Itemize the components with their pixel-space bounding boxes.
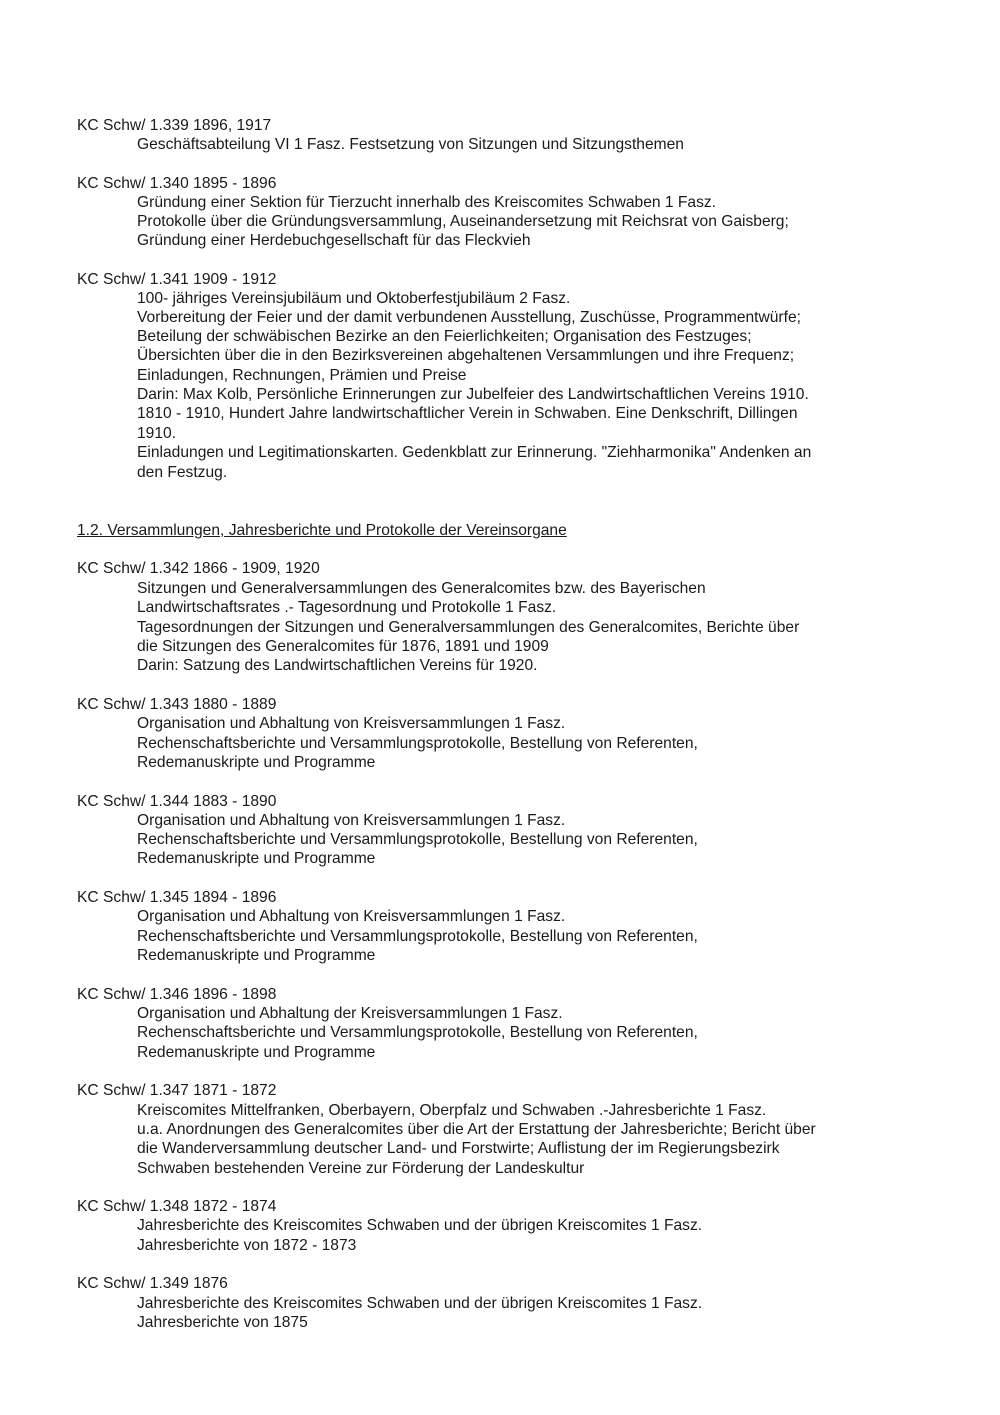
entry-reference: KC Schw/ 1.349 1876 xyxy=(77,1275,228,1292)
entry-line: Darin: Max Kolb, Persönliche Erinnerungen zur Jubelfeier des Landwirtschaftlichen Vereins 1910. xyxy=(137,386,809,403)
entry-line: Schwaben bestehenden Vereine zur Förderung der Landeskultur xyxy=(137,1160,585,1177)
entry-reference: KC Schw/ 1.348 1872 - 1874 xyxy=(77,1198,277,1215)
entry-line: Rechenschaftsberichte und Versammlungsprotokolle, Bestellung von Referenten, xyxy=(137,1024,698,1041)
entry-line: Protokolle über die Gründungsversammlung, Auseinandersetzung mit Reichsrat von Gaisberg; xyxy=(137,213,789,230)
entry-reference: KC Schw/ 1.347 1871 - 1872 xyxy=(77,1082,277,1099)
entry-line: u.a. Anordnungen des Generalcomites über die Art der Erstattung der Jahresberichte; Bericht über xyxy=(137,1121,816,1138)
entry-line: Rechenschaftsberichte und Versammlungsprotokolle, Bestellung von Referenten, xyxy=(137,928,698,945)
entry-line: Jahresberichte des Kreiscomites Schwaben und der übrigen Kreiscomites 1 Fasz. xyxy=(137,1295,703,1312)
entry-line: die Sitzungen des Generalcomites für 1876, 1891 und 1909 xyxy=(137,638,549,655)
entry-line: Organisation und Abhaltung der Kreisversammlungen 1 Fasz. xyxy=(137,1005,563,1022)
entry-line: Tagesordnungen der Sitzungen und Generalversammlungen des Generalcomites, Berichte über xyxy=(137,619,800,636)
entry-line: Gründung einer Sektion für Tierzucht innerhalb des Kreiscomites Schwaben 1 Fasz. xyxy=(137,194,717,211)
entry-line: Darin: Satzung des Landwirtschaftlichen Vereins für 1920. xyxy=(137,657,538,674)
entry-line: die Wanderversammlung deutscher Land- und Forstwirte; Auflistung der im Regierungsbezirk xyxy=(137,1140,780,1157)
entry-reference: KC Schw/ 1.345 1894 - 1896 xyxy=(77,889,277,906)
entry-line: Gründung einer Herdebuchgesellschaft für das Fleckvieh xyxy=(137,232,531,249)
entry-line: Landwirtschaftsrates .- Tagesordnung und Protokolle 1 Fasz. xyxy=(137,599,557,616)
entry-reference: KC Schw/ 1.341 1909 - 1912 xyxy=(77,271,277,288)
entry-reference: KC Schw/ 1.340 1895 - 1896 xyxy=(77,175,277,192)
entry-line: Einladungen und Legitimationskarten. Gedenkblatt zur Erinnerung. "Ziehharmonika" Andenken an xyxy=(137,444,812,461)
entry-line: den Festzug. xyxy=(137,464,228,481)
entry-reference: KC Schw/ 1.339 1896, 1917 xyxy=(77,117,272,134)
entry-line: Redemanuskripte und Programme xyxy=(137,1044,376,1061)
entry-reference: KC Schw/ 1.346 1896 - 1898 xyxy=(77,986,277,1003)
entry-line: Jahresberichte des Kreiscomites Schwaben und der übrigen Kreiscomites 1 Fasz. xyxy=(137,1217,703,1234)
entry-line: Einladungen, Rechnungen, Prämien und Preise xyxy=(137,367,467,384)
entry-reference: KC Schw/ 1.344 1883 - 1890 xyxy=(77,793,277,810)
entry-line: Redemanuskripte und Programme xyxy=(137,754,376,771)
entry-line: Sitzungen und Generalversammlungen des Generalcomites bzw. des Bayerischen xyxy=(137,580,706,597)
entry-line: Redemanuskripte und Programme xyxy=(137,947,376,964)
entry-line: 1810 - 1910, Hundert Jahre landwirtschaftlicher Verein in Schwaben. Eine Denkschrift, Dillingen xyxy=(137,405,798,422)
entry-line: Organisation und Abhaltung von Kreisversammlungen 1 Fasz. xyxy=(137,812,566,829)
entry-line: Redemanuskripte und Programme xyxy=(137,850,376,867)
entry-line: Jahresberichte von 1872 - 1873 xyxy=(137,1237,357,1254)
entry-reference: KC Schw/ 1.343 1880 - 1889 xyxy=(77,696,277,713)
entry-line: Kreiscomites Mittelfranken, Oberbayern, Oberpfalz und Schwaben .-Jahresberichte 1 Fasz. xyxy=(137,1102,767,1119)
entry-reference: KC Schw/ 1.342 1866 - 1909, 1920 xyxy=(77,560,320,577)
entry-line: Organisation und Abhaltung von Kreisversammlungen 1 Fasz. xyxy=(137,908,566,925)
section-heading: 1.2. Versammlungen, Jahresberichte und Protokolle der Vereinsorgane xyxy=(77,522,567,539)
entry-line: Beteilung der schwäbischen Bezirke an den Feierlichkeiten; Organisation des Festzuges; xyxy=(137,328,752,345)
entry-line: Vorbereitung der Feier und der damit verbundenen Ausstellung, Zuschüsse, Programmentwürfe; xyxy=(137,309,801,326)
entry-line: 100- jähriges Vereinsjubiläum und Oktoberfestjubiläum 2 Fasz. xyxy=(137,290,571,307)
entry-line: 1910. xyxy=(137,425,177,442)
entry-line: Geschäftsabteilung VI 1 Fasz. Festsetzung von Sitzungen und Sitzungsthemen xyxy=(137,136,684,153)
entry-line: Organisation und Abhaltung von Kreisversammlungen 1 Fasz. xyxy=(137,715,566,732)
entry-line: Rechenschaftsberichte und Versammlungsprotokolle, Bestellung von Referenten, xyxy=(137,831,698,848)
entry-line: Rechenschaftsberichte und Versammlungsprotokolle, Bestellung von Referenten, xyxy=(137,735,698,752)
entry-line: Jahresberichte von 1875 xyxy=(137,1314,308,1331)
entry-line: Übersichten über die in den Bezirksvereinen abgehaltenen Versammlungen und ihre Frequenz; xyxy=(137,347,795,364)
